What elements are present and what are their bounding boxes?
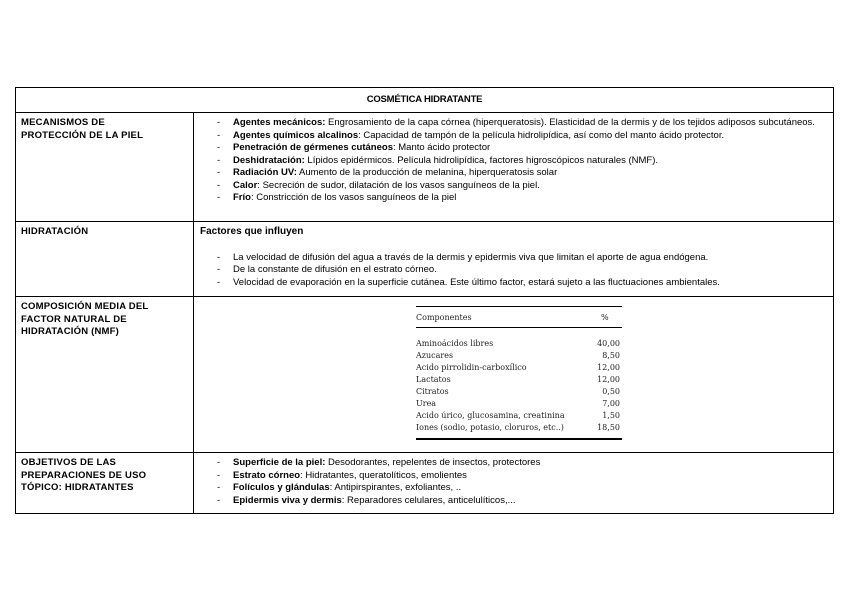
- mecanismos-list: [212, 117, 827, 205]
- list-item: [212, 155, 827, 168]
- list-item: - La velocidad de difusión del agua a través de la dermis y epidermis viva que limitan el aporte de agua endógena.: [212, 252, 827, 265]
- label-line: PREPARACIONES DE USO: [21, 469, 147, 481]
- item-text: : Capacidad de tampón de la película hidrolipídica, así como del manto ácido protector.: [358, 129, 725, 141]
- list-item: [212, 142, 827, 155]
- label-nmf: [16, 297, 194, 453]
- row-nmf: [16, 297, 834, 453]
- label-hidratacion: HIDRATACIÓN: [16, 222, 194, 297]
- component-name: Lactatos: [416, 375, 451, 384]
- item-text: : Antipirspirantes, exfoliantes, ..: [329, 482, 462, 493]
- component-pct: 7,00: [602, 399, 620, 408]
- label-line: FACTOR NATURAL DE: [21, 313, 127, 325]
- hidratacion-subhead: Factores que influyen: [200, 226, 304, 237]
- item-text: Desodorantes, repelentes de insectos, protectores: [325, 457, 541, 468]
- label-mecanismos: [16, 113, 194, 222]
- table-row: [416, 328, 622, 351]
- item-term: Calor: [233, 179, 258, 191]
- table-row: [416, 374, 622, 386]
- item-term: Epidermis viva y dermis: [233, 494, 342, 506]
- list-item: [212, 470, 827, 483]
- component-pct: 12,00: [597, 375, 620, 384]
- content-hidratacion: [194, 222, 834, 297]
- list-item: [212, 457, 827, 470]
- table-row: [416, 398, 622, 410]
- item-text: : Hidratantes, queratolíticos, emolientes: [300, 469, 467, 481]
- label-line: PROTECCIÓN DE LA PIEL: [21, 129, 144, 141]
- table-row: [416, 410, 622, 422]
- component-name: Citratos: [416, 387, 449, 396]
- label-line: COMPOSICIÓN MEDIA DEL: [21, 301, 149, 312]
- table-title: COSMÉTICA HIDRATANTE: [16, 88, 834, 113]
- list-item: [212, 130, 827, 143]
- component-name: Aminoácidos libres: [416, 339, 494, 348]
- component-pct: 1,50: [602, 411, 620, 420]
- nmf-table-wrap: [194, 297, 833, 452]
- objetivos-list: [212, 457, 827, 507]
- row-objetivos: [16, 453, 834, 514]
- label-line: MECANISMOS DE: [21, 117, 105, 128]
- table-row: [416, 386, 622, 398]
- item-term: Deshidratación:: [233, 154, 305, 166]
- item-term: Frío: [233, 192, 251, 203]
- item-term: Superficie de la piel:: [233, 457, 326, 468]
- label-line: OBJETIVOS DE LAS: [21, 457, 117, 468]
- col-header-pct: %: [601, 313, 609, 322]
- hidratacion-list: [212, 252, 827, 290]
- item-term: Agentes mecánicos:: [233, 117, 326, 128]
- nmf-header-row: [416, 307, 622, 328]
- item-text: Engrosamiento de la capa córnea (hiperqueratosis). Elasticidad de la dermis y de los tejidos adiposos subcutáneos.: [325, 117, 815, 128]
- component-name: Acido úrico, glucosamina, creatinina: [416, 411, 565, 420]
- row-mecanismos: [16, 113, 834, 222]
- item-term: Radiación UV:: [233, 167, 297, 178]
- content-mecanismos: [194, 113, 834, 222]
- item-term: Estrato córneo: [233, 469, 301, 481]
- item-text: : Manto ácido protector: [392, 142, 491, 153]
- row-hidratacion: [16, 222, 834, 297]
- item-text: : Constricción de los vasos sanguíneos de la piel: [250, 192, 457, 203]
- component-pct: 40,00: [597, 339, 620, 348]
- list-item: [212, 495, 827, 508]
- label-line: HIDRATACIÓN (NMF): [21, 326, 120, 337]
- component-pct: 0,50: [602, 387, 620, 396]
- list-item: [212, 180, 827, 193]
- component-pct: 8,50: [602, 351, 620, 360]
- col-header-component: Componentes: [416, 313, 472, 322]
- component-name: Iones (sodio, potasio, cloruros, etc..): [416, 422, 592, 439]
- list-item: - De la constante de difusión en el estrato córneo.: [212, 264, 827, 277]
- item-text: : Secreción de sudor, dilatación de los vasos sanguíneos de la piel.: [257, 179, 540, 191]
- list-item: [212, 482, 827, 495]
- nmf-composition-table: [416, 306, 622, 440]
- item-text: Lípidos epidérmicos. Película hidrolipídica, factores higroscópicos naturales (NMF).: [304, 154, 659, 166]
- content-nmf: [194, 297, 834, 453]
- cosmetica-table: [15, 87, 834, 514]
- label-objetivos: [16, 453, 194, 514]
- component-name: Azucares: [416, 351, 454, 360]
- item-term: Penetración de gérmenes cutáneos: [233, 142, 393, 153]
- table-row: [416, 350, 622, 362]
- component-name: Acido pirrolidin-carboxílico: [416, 363, 527, 372]
- component-pct: 12,00: [597, 363, 620, 372]
- list-item: - Velocidad de evaporación en la superficie cutánea. Este último factor, estará sujeto a las fluctuaciones ambientales.: [212, 277, 827, 290]
- item-term: Agentes químicos alcalinos: [233, 129, 359, 141]
- list-item: [212, 167, 827, 180]
- component-pct: 18,50: [592, 422, 622, 439]
- table-row: [416, 422, 622, 439]
- list-item: [212, 192, 827, 205]
- label-line: TÓPICO: HIDRATANTES: [21, 482, 134, 493]
- content-objetivos: [194, 453, 834, 514]
- item-text: Aumento de la producción de melanina, hiperqueratosis solar: [296, 167, 558, 178]
- item-term: Folículos y glándulas: [233, 482, 330, 493]
- list-item: [212, 117, 827, 130]
- component-name: Urea: [416, 399, 437, 408]
- table-row: [416, 362, 622, 374]
- item-text: : Reparadores celulares, anticelulíticos,...: [341, 494, 516, 506]
